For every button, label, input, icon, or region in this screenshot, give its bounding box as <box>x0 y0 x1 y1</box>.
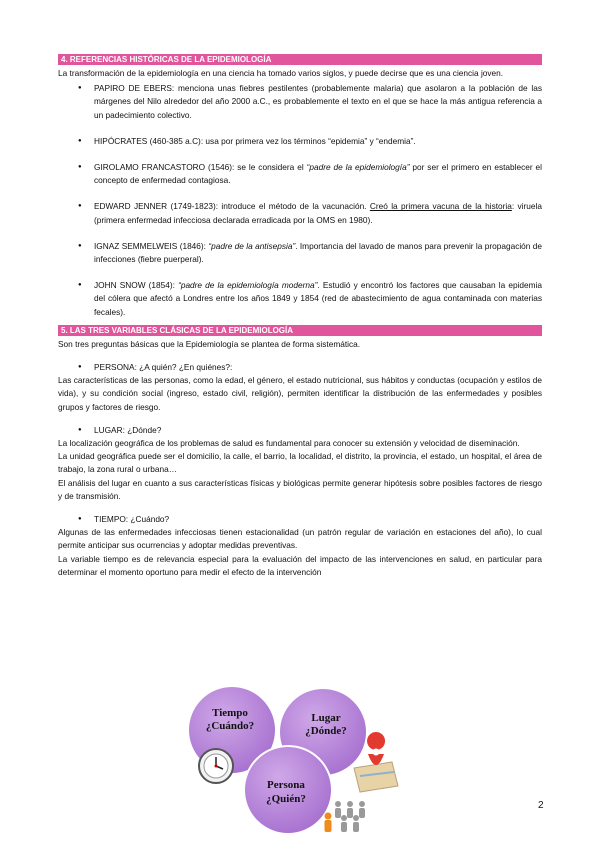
persona-label: ● PERSONA: ¿A quién? ¿En quiénes?: <box>58 361 542 374</box>
lugar-text-2: La unidad geográfica puede ser el domicilio, la calle, el barrio, la localidad, el distrito, la provincia, el estado, un hospital, el área de trabajo, la zona rural o urbana… <box>58 451 542 475</box>
list-item-francastoro: ● GIROLAMO FRANCASTORO (1546): se le considera el “padre de la epidemiología” por ser el primero en establecer el concepto de enfermedad contagiosa. <box>58 161 542 187</box>
section-5-heading: 5. LAS TRES VARIABLES CLÁSICAS DE LA EPIDEMIOLOGÍA <box>58 325 542 336</box>
tiempo-label-2: ¿Cuándo? <box>205 720 255 732</box>
section-5-intro: Son tres preguntas básicas que la Epidemiología se plantea de forma sistemática. <box>58 338 361 349</box>
lugar-label: ● LUGAR: ¿Dónde? <box>58 424 542 437</box>
list-item-semmelweis: ● IGNAZ SEMMELWEIS (1846): “padre de la antisepsia”. Importancia del lavado de manos para prevenir la propagación de infecciones (fiebre puerperal). <box>58 240 542 266</box>
page-number: 2 <box>538 800 544 811</box>
people-icon <box>325 801 366 832</box>
list-item-jenner: ● EDWARD JENNER (1749-1823): introduce el método de la vacunación. Creó la primera vacuna de la historia: viruela (primera enfermedad infecciosa declarada erradicada por la OMS en 1980). <box>58 200 542 226</box>
history-list <box>58 82 542 319</box>
lugar-text-1: La localización geográfica de los problemas de salud es fundamental para conocer su extensión y velocidad de diseminación. <box>58 438 520 449</box>
persona-text: Las características de las personas, como la edad, el género, el estado nutricional, sus hábitos y conductas (ocupación y estilos de vida), y su condición social (ingreso, estado civil, religión), permiten identificar la distribución de las enfermedades y posibles grupos y factores de riesgo. <box>58 375 542 412</box>
tiempo-text-1: Algunas de las enfermedades infecciosas tienen estacionalidad (un patrón regular de variación en estaciones del año), lo cual permite anticipar sus ocurrencias y adoptar medidas preventivas. <box>58 527 542 551</box>
lugar-label-2: ¿Dónde? <box>305 725 347 737</box>
list-item-hipocrates: ● HIPÓCRATES (460-385 a.C): usa por primera vez los términos “epidemia” y “endemia”. <box>58 135 542 148</box>
tiempo-text-2: La variable tiempo es de relevancia especial para la evaluación del impacto de las intervenciones en salud, en particular para determinar el momento oportuno para medir el efecto de la intervención <box>58 553 542 577</box>
clock-icon <box>199 749 233 783</box>
lugar-text-3: El análisis del lugar en cuanto a sus características físicas y biológicas permite generar hipótesis sobre posibles factores de riesgo y de transmisión. <box>58 477 542 501</box>
section-4-heading: 4. REFERENCIAS HISTÓRICAS DE LA EPIDEMIOLOGÍA <box>58 54 542 65</box>
tiempo-label: ● TIEMPO: ¿Cuándo? <box>58 513 542 526</box>
section-4-intro: La transformación de la epidemiología en una ciencia ha tomado varios siglos, y puede decirse que es una ciencia joven. <box>58 68 504 78</box>
epidemiology-variables-diagram <box>178 686 408 836</box>
document-page <box>58 54 542 579</box>
persona-label-2: ¿Quién? <box>266 793 306 805</box>
list-item-ebers: ● PAPIRO DE EBERS: menciona unas fiebres pestilentes (probablemente malaria) que asolaron a la población de las márgenes del Nilo alrededor del año 2000 a.C., es probablemente el texto en el que se hace la más antigua referencia a un padecimiento colectivo. <box>58 82 542 122</box>
persona-label-1: Persona <box>267 779 305 791</box>
tiempo-label-1: Tiempo <box>212 707 248 719</box>
list-item-snow: ● JOHN SNOW (1854): “padre de la epidemiología moderna”. Estudió y encontró los factores que causaban la epidemia del cólera que afectó a Londres entre los años 1849 y 1854 (red de abastecimiento de agua contaminada con materias fecales). <box>58 279 542 319</box>
lugar-label-1: Lugar <box>311 712 341 724</box>
